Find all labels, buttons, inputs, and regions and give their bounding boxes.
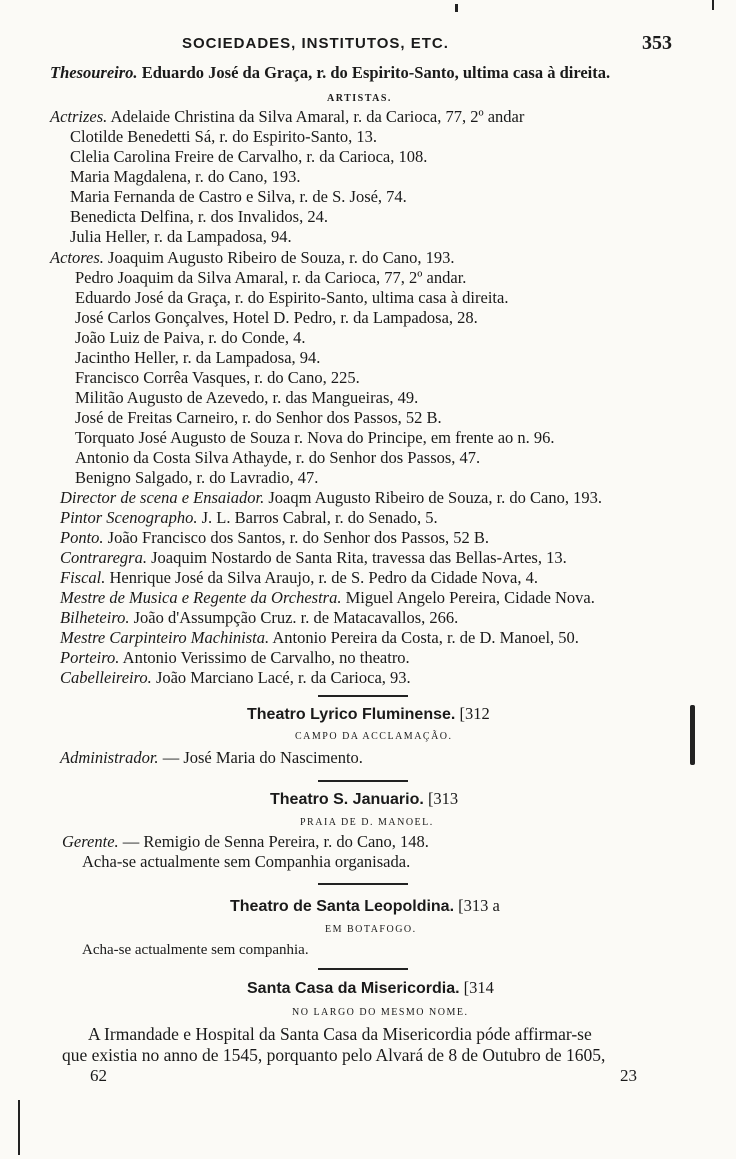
artists-heading: ARTISTAS. (327, 93, 392, 104)
staff-text: João d'Assumpção Cruz. r. de Matacavallos, 266. (133, 608, 459, 627)
signature-mark-left: 62 (90, 1066, 107, 1085)
entry-text: — Remigio de Senna Pereira, r. do Cano, 148. (122, 832, 429, 851)
section-note: Acha-se actualmente sem companhia. (82, 942, 309, 958)
section-title: Theatro S. Januario. (270, 791, 424, 808)
staff-line (60, 508, 438, 528)
running-title: SOCIEDADES, INSTITUTOS, ETC. (182, 35, 449, 52)
actress-entry: Clotilde Benedetti Sá, r. do Espirito-Santo, 13. (70, 127, 378, 146)
section-divider (318, 883, 408, 885)
scan-artifact (690, 705, 695, 765)
entry-text: — José Maria do Nascimento. (162, 748, 363, 767)
staff-line (60, 648, 410, 668)
section-note: Acha-se actualmente sem Companhia organisada. (82, 852, 411, 871)
section-title: Theatro Lyrico Fluminense. (247, 706, 456, 723)
section-subtitle: CAMPO DA ACCLAMAÇÃO. (295, 731, 453, 742)
staff-line (60, 668, 411, 688)
section-entry (60, 748, 363, 768)
staff-line (60, 528, 489, 548)
section-subtitle: PRAIA DE D. MANOEL. (300, 817, 434, 828)
treasurer-label: Thesoureiro. (50, 63, 138, 82)
section-heading-leopoldina (230, 896, 500, 917)
staff-label: Ponto. (60, 528, 104, 547)
body-paragraph-line: A Irmandade e Hospital da Santa Casa da Misericordia póde affirmar-se (88, 1024, 592, 1044)
treasurer-line (50, 63, 610, 83)
staff-label: Pintor Scenographo. (60, 508, 198, 527)
section-title: Santa Casa da Misericordia. (247, 980, 460, 997)
scan-artifact (712, 0, 714, 10)
actor-entry: Francisco Corrêa Vasques, r. do Cano, 225. (75, 368, 360, 387)
section-divider (318, 780, 408, 782)
section-ref: [312 (459, 704, 490, 723)
actress-entry: Maria Fernanda de Castro e Silva, r. de S. José, 74. (70, 187, 407, 206)
actor-entry: João Luiz de Paiva, r. do Conde, 4. (75, 328, 306, 347)
section-heading-lyrico (247, 704, 490, 725)
actor-entry: Pedro Joaquim da Silva Amaral, r. da Carioca, 77, 2º andar. (75, 268, 467, 287)
actor-entry: José Carlos Gonçalves, Hotel D. Pedro, r. da Lampadosa, 28. (75, 308, 478, 327)
staff-text: Antonio Pereira da Costa, r. de D. Manoel, 50. (272, 628, 579, 647)
staff-label: Contraregra. (60, 548, 147, 567)
actor-entry: Jacintho Heller, r. da Lampadosa, 94. (75, 348, 321, 367)
entry-label: Administrador. (60, 748, 159, 767)
actor-entry: Joaquim Augusto Ribeiro de Souza, r. do Cano, 193. (108, 248, 455, 267)
section-heading-misericordia (247, 978, 494, 999)
actresses-first-line (50, 107, 524, 127)
staff-line (60, 628, 579, 648)
staff-text: Joaqm Augusto Ribeiro de Souza, r. do Cano, 193. (268, 488, 603, 507)
actress-entry: Julia Heller, r. da Lampadosa, 94. (70, 227, 292, 246)
actor-entry: Antonio da Costa Silva Athayde, r. do Senhor dos Passos, 47. (75, 448, 481, 467)
staff-text: Joaquim Nostardo de Santa Rita, travessa das Bellas-Artes, 13. (151, 548, 567, 567)
section-divider (318, 968, 408, 970)
actress-entry: Adelaide Christina da Silva Amaral, r. da Carioca, 77, 2º andar (110, 107, 525, 126)
staff-text: Henrique José da Silva Araujo, r. de S. Pedro da Cidade Nova, 4. (109, 568, 538, 587)
staff-line (60, 588, 595, 608)
staff-line (60, 608, 458, 628)
staff-line (60, 568, 538, 588)
staff-label: Director de scena e Ensaiador. (60, 488, 265, 507)
staff-label: Bilheteiro. (60, 608, 130, 627)
section-heading-januario (270, 789, 458, 810)
entry-label: Gerente. (62, 832, 119, 851)
actress-entry: Maria Magdalena, r. do Cano, 193. (70, 167, 301, 186)
actor-entry: Militão Augusto de Azevedo, r. das Mangueiras, 49. (75, 388, 419, 407)
signature-mark-right: 23 (620, 1066, 637, 1085)
staff-text: Miguel Angelo Pereira, Cidade Nova. (345, 588, 595, 607)
actresses-label: Actrizes. (50, 107, 108, 126)
body-paragraph-line: que existia no anno de 1545, porquanto pelo Alvará de 8 de Outubro de 1605, (62, 1045, 606, 1065)
actor-entry: Benigno Salgado, r. do Lavradio, 47. (75, 468, 319, 487)
section-ref: [313 a (458, 896, 500, 915)
section-ref: [314 (463, 978, 494, 997)
staff-label: Mestre Carpinteiro Machinista. (60, 628, 270, 647)
actress-entry: Clelia Carolina Freire de Carvalho, r. da Carioca, 108. (70, 147, 428, 166)
actors-first-line (50, 248, 455, 268)
section-subtitle: NO LARGO DO MESMO NOME. (292, 1007, 469, 1018)
actress-entry: Benedicta Delfina, r. dos Invalidos, 24. (70, 207, 328, 226)
actors-label: Actores. (50, 248, 104, 267)
actor-entry: Eduardo José da Graça, r. do Espirito-Santo, ultima casa à direita. (75, 288, 509, 307)
section-title: Theatro de Santa Leopoldina. (230, 898, 455, 915)
staff-line (60, 488, 602, 508)
actor-entry: José de Freitas Carneiro, r. do Senhor dos Passos, 52 B. (75, 408, 442, 427)
staff-label: Mestre de Musica e Regente da Orchestra. (60, 588, 342, 607)
section-ref: [313 (427, 789, 459, 808)
staff-label: Porteiro. (60, 648, 120, 667)
staff-text: J. L. Barros Cabral, r. do Senado, 5. (201, 508, 438, 527)
staff-line (60, 548, 567, 568)
staff-text: Antonio Verissimo de Carvalho, no theatro. (122, 648, 410, 667)
treasurer-text: Eduardo José da Graça, r. do Espirito-Santo, ultima casa à direita. (141, 63, 611, 82)
actor-entry: Torquato José Augusto de Souza r. Nova do Principe, em frente ao n. 96. (75, 428, 555, 447)
page-number: 353 (642, 32, 672, 54)
section-divider (318, 695, 408, 697)
section-entry (62, 832, 429, 852)
staff-label: Fiscal. (60, 568, 106, 587)
scan-artifact (18, 1100, 20, 1155)
staff-text: João Francisco dos Santos, r. do Senhor dos Passos, 52 B. (107, 528, 490, 547)
scan-artifact (455, 4, 458, 12)
section-subtitle: EM BOTAFOGO. (325, 924, 417, 935)
staff-text: João Marciano Lacé, r. da Carioca, 93. (155, 668, 411, 687)
staff-label: Cabelleireiro. (60, 668, 152, 687)
